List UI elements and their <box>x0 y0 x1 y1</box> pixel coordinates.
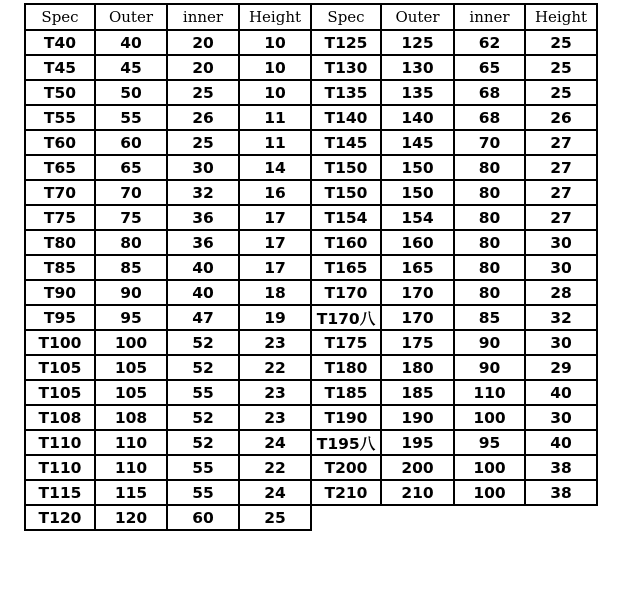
height-cell: 30 <box>525 230 597 255</box>
outer-cell: 170 <box>381 305 454 330</box>
height-cell: 27 <box>525 180 597 205</box>
height-cell: 32 <box>525 305 597 330</box>
header-row <box>25 4 597 30</box>
inner-cell: 55 <box>167 455 239 480</box>
inner-cell: 70 <box>454 130 525 155</box>
outer-cell: 170 <box>381 280 454 305</box>
spec-cell: T125 <box>311 30 381 55</box>
height-cell: 10 <box>239 30 311 55</box>
spec-cell: T130 <box>311 55 381 80</box>
table-row <box>25 180 597 205</box>
table-row <box>25 330 597 355</box>
spec-cell: T85 <box>25 255 95 280</box>
inner-cell: 55 <box>167 380 239 405</box>
table-row <box>25 405 597 430</box>
inner-cell: 80 <box>454 230 525 255</box>
spec-sheet <box>24 3 598 531</box>
outer-cell: 180 <box>381 355 454 380</box>
inner-cell: 36 <box>167 230 239 255</box>
spec-cell: T210 <box>311 480 381 505</box>
table-row <box>25 205 597 230</box>
header-spec-2: Spec <box>311 4 381 30</box>
spec-cell: T200 <box>311 455 381 480</box>
inner-cell: 32 <box>167 180 239 205</box>
outer-cell: 140 <box>381 105 454 130</box>
outer-cell: 75 <box>95 205 167 230</box>
spec-table <box>24 3 598 531</box>
header-outer: Outer <box>95 4 167 30</box>
height-cell: 28 <box>525 280 597 305</box>
spec-cell: T55 <box>25 105 95 130</box>
inner-cell: 100 <box>454 405 525 430</box>
empty-cell <box>311 505 381 530</box>
height-cell: 24 <box>239 480 311 505</box>
height-cell: 14 <box>239 155 311 180</box>
inner-cell: 40 <box>167 280 239 305</box>
outer-cell: 95 <box>95 305 167 330</box>
outer-cell: 40 <box>95 30 167 55</box>
inner-cell: 80 <box>454 280 525 305</box>
outer-cell: 80 <box>95 230 167 255</box>
height-cell: 25 <box>239 505 311 530</box>
outer-cell: 210 <box>381 480 454 505</box>
inner-cell: 90 <box>454 330 525 355</box>
outer-cell: 65 <box>95 155 167 180</box>
outer-cell: 125 <box>381 30 454 55</box>
table-row <box>25 155 597 180</box>
outer-cell: 190 <box>381 405 454 430</box>
spec-cell: T165 <box>311 255 381 280</box>
height-cell: 22 <box>239 455 311 480</box>
table-row <box>25 30 597 55</box>
table-row <box>25 255 597 280</box>
height-cell: 16 <box>239 180 311 205</box>
inner-cell: 100 <box>454 480 525 505</box>
outer-cell: 154 <box>381 205 454 230</box>
spec-cell: T90 <box>25 280 95 305</box>
spec-cell: T95 <box>25 305 95 330</box>
height-cell: 23 <box>239 330 311 355</box>
outer-cell: 175 <box>381 330 454 355</box>
outer-cell: 120 <box>95 505 167 530</box>
inner-cell: 65 <box>454 55 525 80</box>
inner-cell: 68 <box>454 105 525 130</box>
spec-cell: T105 <box>25 380 95 405</box>
empty-cell <box>454 505 525 530</box>
inner-cell: 36 <box>167 205 239 230</box>
header-height-2: Height <box>525 4 597 30</box>
spec-cell: T108 <box>25 405 95 430</box>
table-row <box>25 280 597 305</box>
header-inner: inner <box>167 4 239 30</box>
inner-cell: 30 <box>167 155 239 180</box>
table-row <box>25 480 597 505</box>
spec-cell: T110 <box>25 430 95 455</box>
height-cell: 40 <box>525 430 597 455</box>
outer-cell: 185 <box>381 380 454 405</box>
outer-cell: 150 <box>381 180 454 205</box>
outer-cell: 50 <box>95 80 167 105</box>
spec-cell: T170 <box>311 280 381 305</box>
spec-cell: T170八 <box>311 305 381 330</box>
height-cell: 26 <box>525 105 597 130</box>
spec-cell: T154 <box>311 205 381 230</box>
height-cell: 25 <box>525 55 597 80</box>
spec-cell: T45 <box>25 55 95 80</box>
inner-cell: 20 <box>167 55 239 80</box>
spec-cell: T180 <box>311 355 381 380</box>
spec-cell: T115 <box>25 480 95 505</box>
inner-cell: 95 <box>454 430 525 455</box>
outer-cell: 165 <box>381 255 454 280</box>
outer-cell: 90 <box>95 280 167 305</box>
outer-cell: 130 <box>381 55 454 80</box>
height-cell: 17 <box>239 255 311 280</box>
table-row <box>25 305 597 330</box>
inner-cell: 90 <box>454 355 525 380</box>
outer-cell: 55 <box>95 105 167 130</box>
inner-cell: 52 <box>167 405 239 430</box>
height-cell: 25 <box>525 80 597 105</box>
table-row <box>25 55 597 80</box>
height-cell: 38 <box>525 480 597 505</box>
outer-cell: 105 <box>95 355 167 380</box>
table-row <box>25 455 597 480</box>
inner-cell: 52 <box>167 330 239 355</box>
spec-cell: T105 <box>25 355 95 380</box>
inner-cell: 55 <box>167 480 239 505</box>
outer-cell: 110 <box>95 455 167 480</box>
spec-cell: T150 <box>311 155 381 180</box>
table-row <box>25 380 597 405</box>
outer-cell: 195 <box>381 430 454 455</box>
inner-cell: 47 <box>167 305 239 330</box>
table-row <box>25 430 597 455</box>
height-cell: 10 <box>239 55 311 80</box>
outer-cell: 108 <box>95 405 167 430</box>
header-height: Height <box>239 4 311 30</box>
height-cell: 17 <box>239 205 311 230</box>
outer-cell: 45 <box>95 55 167 80</box>
inner-cell: 80 <box>454 205 525 230</box>
outer-cell: 100 <box>95 330 167 355</box>
inner-cell: 100 <box>454 455 525 480</box>
height-cell: 11 <box>239 130 311 155</box>
height-cell: 30 <box>525 255 597 280</box>
height-cell: 18 <box>239 280 311 305</box>
inner-cell: 85 <box>454 305 525 330</box>
spec-cell: T140 <box>311 105 381 130</box>
spec-cell: T120 <box>25 505 95 530</box>
height-cell: 19 <box>239 305 311 330</box>
height-cell: 25 <box>525 30 597 55</box>
spec-cell: T40 <box>25 30 95 55</box>
outer-cell: 160 <box>381 230 454 255</box>
spec-cell: T185 <box>311 380 381 405</box>
outer-cell: 110 <box>95 430 167 455</box>
table-row <box>25 355 597 380</box>
table-row <box>25 505 597 530</box>
inner-cell: 52 <box>167 355 239 380</box>
spec-cell: T195八 <box>311 430 381 455</box>
header-outer-2: Outer <box>381 4 454 30</box>
empty-cell <box>525 505 597 530</box>
outer-cell: 135 <box>381 80 454 105</box>
spec-cell: T110 <box>25 455 95 480</box>
spec-cell: T135 <box>311 80 381 105</box>
outer-cell: 145 <box>381 130 454 155</box>
inner-cell: 110 <box>454 380 525 405</box>
height-cell: 27 <box>525 205 597 230</box>
height-cell: 29 <box>525 355 597 380</box>
header-spec: Spec <box>25 4 95 30</box>
height-cell: 30 <box>525 405 597 430</box>
inner-cell: 52 <box>167 430 239 455</box>
spec-cell: T145 <box>311 130 381 155</box>
inner-cell: 40 <box>167 255 239 280</box>
inner-cell: 68 <box>454 80 525 105</box>
inner-cell: 80 <box>454 180 525 205</box>
table-row <box>25 230 597 255</box>
outer-cell: 115 <box>95 480 167 505</box>
height-cell: 24 <box>239 430 311 455</box>
outer-cell: 105 <box>95 380 167 405</box>
spec-cell: T190 <box>311 405 381 430</box>
height-cell: 10 <box>239 80 311 105</box>
height-cell: 27 <box>525 130 597 155</box>
outer-cell: 85 <box>95 255 167 280</box>
height-cell: 23 <box>239 405 311 430</box>
height-cell: 30 <box>525 330 597 355</box>
spec-cell: T150 <box>311 180 381 205</box>
inner-cell: 20 <box>167 30 239 55</box>
spec-cell: T70 <box>25 180 95 205</box>
inner-cell: 80 <box>454 155 525 180</box>
height-cell: 22 <box>239 355 311 380</box>
spec-cell: T175 <box>311 330 381 355</box>
spec-cell: T75 <box>25 205 95 230</box>
outer-cell: 70 <box>95 180 167 205</box>
inner-cell: 60 <box>167 505 239 530</box>
outer-cell: 60 <box>95 130 167 155</box>
inner-cell: 26 <box>167 105 239 130</box>
inner-cell: 80 <box>454 255 525 280</box>
inner-cell: 25 <box>167 80 239 105</box>
spec-cell: T100 <box>25 330 95 355</box>
outer-cell: 200 <box>381 455 454 480</box>
table-body <box>25 30 597 530</box>
table-row <box>25 80 597 105</box>
header-inner-2: inner <box>454 4 525 30</box>
height-cell: 38 <box>525 455 597 480</box>
spec-cell: T50 <box>25 80 95 105</box>
height-cell: 40 <box>525 380 597 405</box>
spec-cell: T160 <box>311 230 381 255</box>
table-row <box>25 130 597 155</box>
height-cell: 27 <box>525 155 597 180</box>
inner-cell: 25 <box>167 130 239 155</box>
outer-cell: 150 <box>381 155 454 180</box>
spec-cell: T80 <box>25 230 95 255</box>
table-row <box>25 105 597 130</box>
spec-cell: T60 <box>25 130 95 155</box>
inner-cell: 62 <box>454 30 525 55</box>
spec-cell: T65 <box>25 155 95 180</box>
height-cell: 17 <box>239 230 311 255</box>
empty-cell <box>381 505 454 530</box>
height-cell: 11 <box>239 105 311 130</box>
height-cell: 23 <box>239 380 311 405</box>
